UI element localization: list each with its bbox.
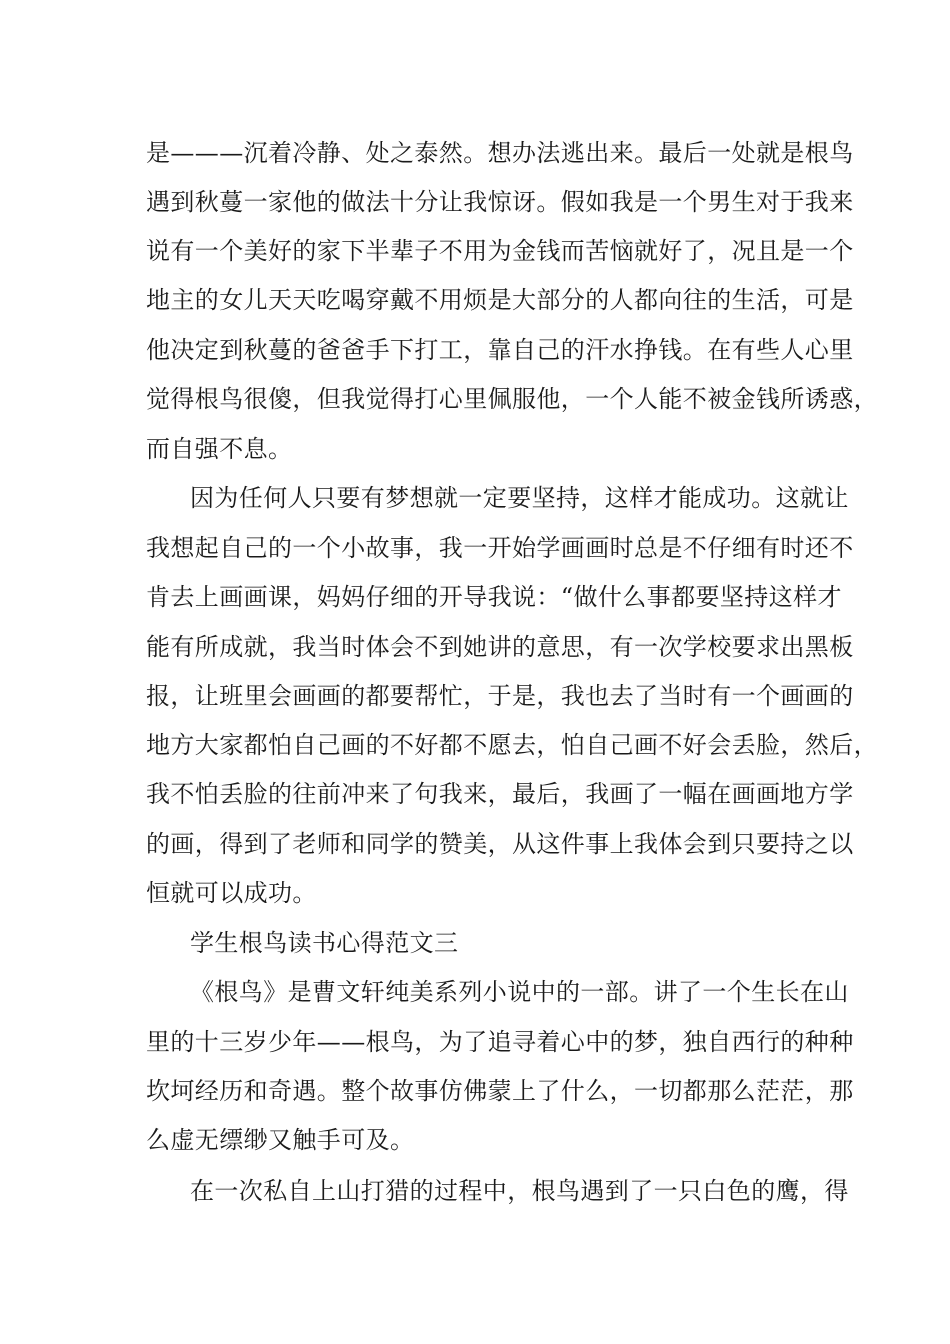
- section-heading: 学生根鸟读书心得范文三: [190, 929, 459, 957]
- text-line: 的画，得到了老师和同学的赞美，从这件事上我体会到只要持之以: [146, 830, 854, 858]
- text-line: 肯去上画画课，妈妈仔细的开导我说：“做什么事都要坚持这样才: [146, 583, 842, 611]
- text-line: 坎坷经历和奇遇。整个故事仿佛蒙上了什么，一切都那么茫茫，那: [146, 1077, 854, 1105]
- text-line: 而自强不息。: [146, 435, 293, 463]
- text-line: 他决定到秋蔓的爸爸手下打工，靠自己的汗水挣钱。在有些人心里: [146, 336, 854, 364]
- text-line: 遇到秋蔓一家他的做法十分让我惊讶。假如我是一个男生对于我来: [146, 188, 854, 216]
- text-line: 么虚无缥缈又触手可及。: [146, 1126, 415, 1154]
- paragraph-first-line: 《根鸟》是曹文轩纯美系列小说中的一部。讲了一个生长在山: [190, 978, 849, 1006]
- text-line: 我不怕丢脸的往前冲来了句我来，最后，我画了一幅在画画地方学: [146, 780, 854, 808]
- text-line: 恒就可以成功。: [146, 879, 317, 907]
- text-line: 地主的女儿天天吃喝穿戴不用烦是大部分的人都向往的生活，可是: [146, 286, 854, 314]
- text-line: 报，让班里会画画的都要帮忙，于是，我也去了当时有一个画画的: [146, 682, 854, 710]
- text-line: 我想起自己的一个小故事，我一开始学画画时总是不仔细有时还不: [146, 534, 854, 562]
- text-line: 能有所成就，我当时体会不到她讲的意思，有一次学校要求出黑板: [146, 633, 854, 661]
- paragraph-first-line: 在一次私自上山打猎的过程中，根鸟遇到了一只白色的鹰，得: [190, 1177, 849, 1205]
- text-line: 是———沉着冷静、处之泰然。想办法逃出来。最后一处就是根鸟: [146, 139, 854, 167]
- text-line: 说有一个美好的家下半辈子不用为金钱而苦恼就好了，况且是一个: [146, 237, 854, 265]
- text-line: 觉得根鸟很傻，但我觉得打心里佩服他，一个人能不被金钱所诱惑，: [146, 385, 878, 413]
- text-line: 里的十三岁少年——根鸟，为了追寻着心中的梦，独自西行的种种: [146, 1028, 854, 1056]
- text-line: 地方大家都怕自己画的不好都不愿去，怕自己画不好会丢脸，然后，: [146, 731, 878, 759]
- paragraph-first-line: 因为任何人只要有梦想就一定要坚持，这样才能成功。这就让: [190, 484, 849, 512]
